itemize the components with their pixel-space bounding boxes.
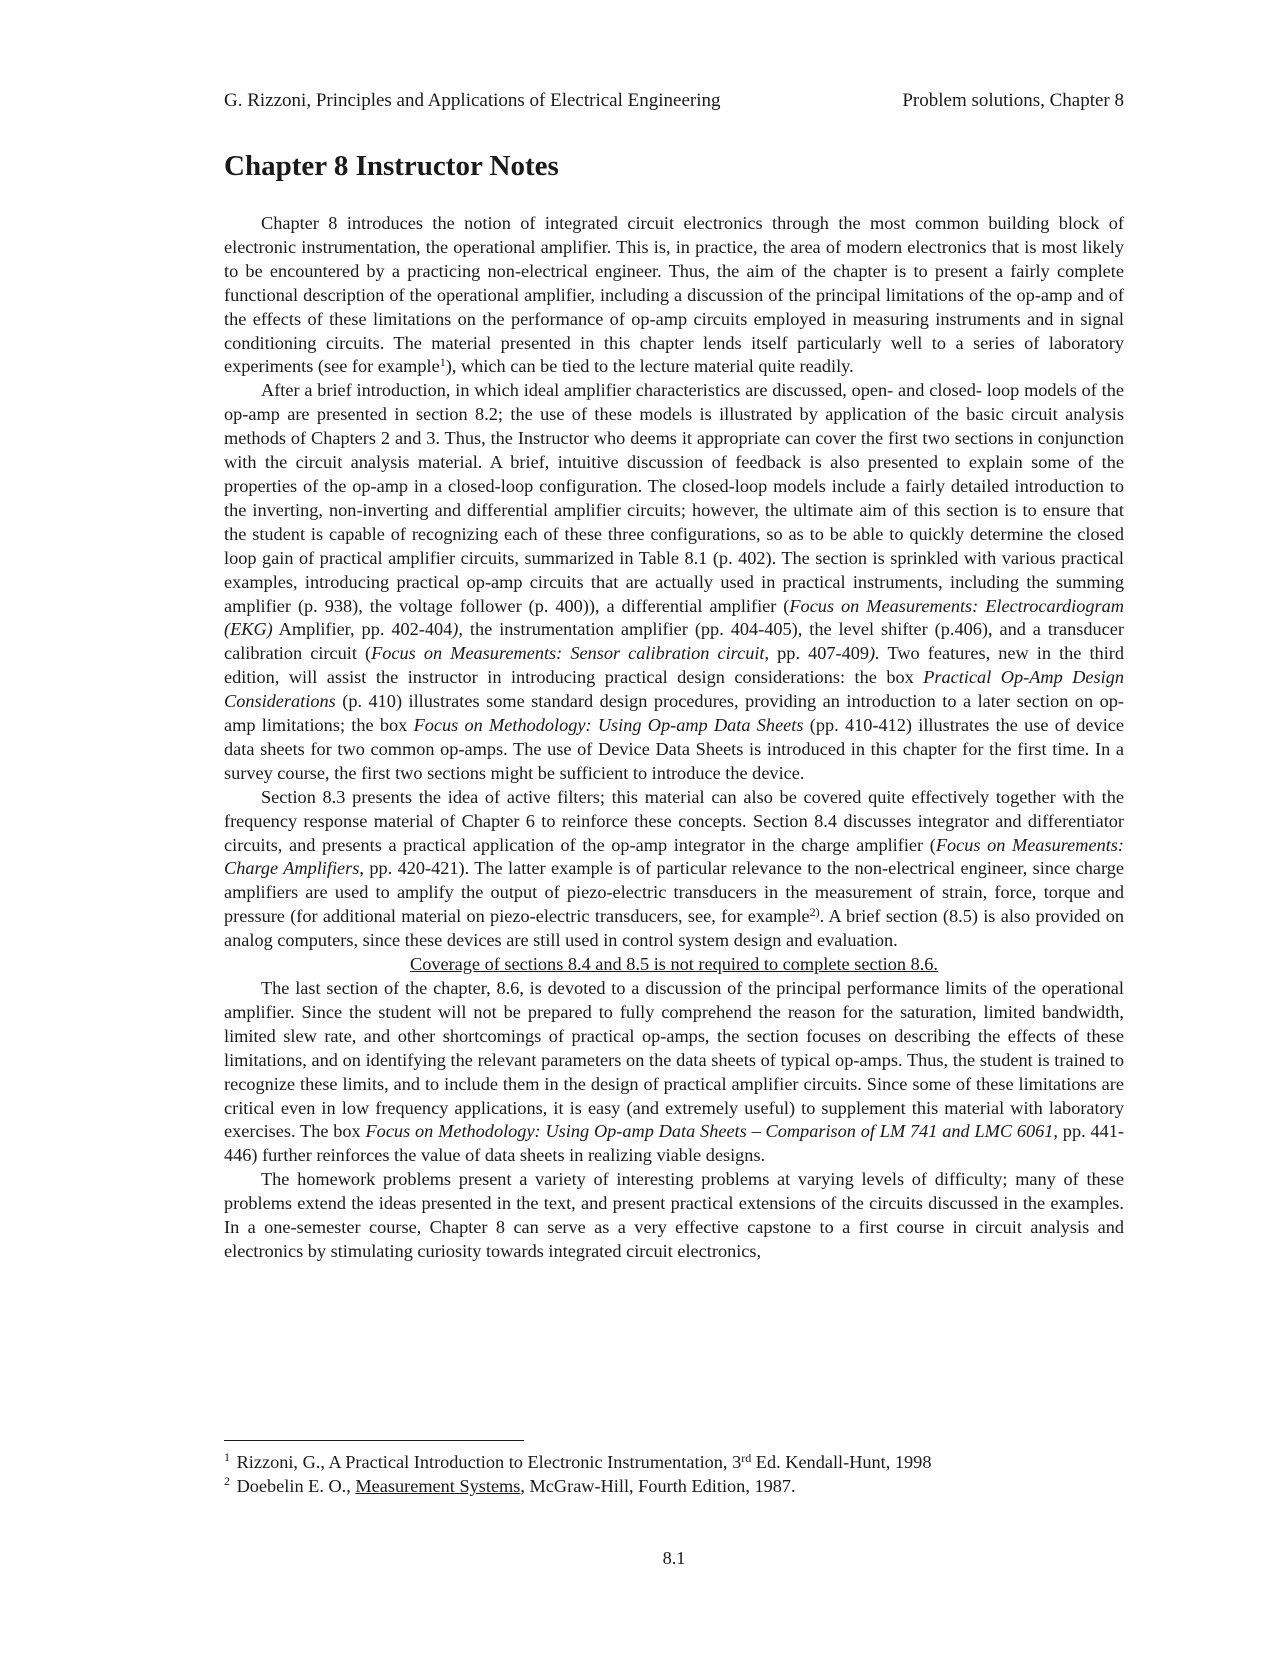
header-section: Problem solutions, Chapter 8 xyxy=(902,90,1124,111)
footnote-2: $^2$ Doebelin E. O., Measurement Systems, McGraw-Hill, Fourth Edition, 1987. xyxy=(224,1474,796,1496)
footnote-1: $^1$ Rizzoni, G., A Practical Introduction to Electronic Instrumentation, 3rd Ed. Kendall-Hunt, 1998 xyxy=(224,1450,932,1472)
running-header xyxy=(224,90,1124,114)
paragraph-2: After a brief introduction, in which ideal amplifier characteristics are discussed, open- and closed- loop models of the op-amp are presented in section 8.2; the use of these models is illustrated by application of the basic circuit analysis methods of Chapters 2 and 3. Thus, the Instructor who deems it appropriate can cover the first two sections in conjunction with the circuit analysis material. A brief, intuitive discussion of feedback is also presented to explain some of the properties of the op-amp in a closed-loop configuration. The closed-loop models include a fairly detailed introduction to the inverting, non-inverting and differential amplifier circuits; however, the ultimate aim of this section is to ensure that the student is capable of recognizing each of these three configurations, so as to be able to quickly determine the closed loop gain of practical amplifier circuits, summarized in Table 8.1 (p. 402). The section is sprinkled with various practical examples, introducing practical op-amp circuits that are actually used in practical instruments, including the summing amplifier (p. 938), the voltage follower (p. 400)), a differential amplifier (Focus on Measurements: Electrocardiogram (EKG) Amplifier, pp. 402-404), the instrumentation amplifier (pp. 404-405), the level shifter (p.406), and a transducer calibration circuit (Focus on Measurements: Sensor calibration circuit, pp. 407-409). Two features, new in the third edition, will assist the instructor in introducing practical design considerations: the box Practical Op-Amp Design Considerations (p. 410) illustrates some standard design procedures, providing an introduction to a later section on op-amp limitations; the box Focus on Methodology: Using Op-amp Data Sheets (pp. 410-412) illustrates the use of device data sheets for two common op-amps. The use of Device Data Sheets is introduced in this chapter for the first time. In a survey course, the first two sections might be sufficient to introduce the device. xyxy=(224,380,1125,783)
header-book-title: G. Rizzoni, Principles and Applications of Electrical Engineering xyxy=(224,90,721,111)
chapter-title: Chapter 8 Instructor Notes xyxy=(224,150,559,182)
paragraph-5: The homework problems present a variety of interesting problems at varying levels of difficulty; many of these problems extend the ideas presented in the text, and present practical extensions of the circuits discussed in the examples. In a one-semester course, Chapter 8 can serve as a very effective capstone to a first course in circuit analysis and electronics by stimulating curiosity towards integrated circuit electronics, xyxy=(224,1169,1124,1261)
page-number: 8.1 xyxy=(662,1548,686,1568)
paragraph-1: Chapter 8 introduces the notion of integrated circuit electronics through the most common building block of electronic instrumentation, the operational amplifier. This is, in practice, the area of modern electronics that is most likely to be encountered by a practicing non-electrical engineer. Thus, the aim of the chapter is to present a fairly complete functional description of the operational amplifier, including a discussion of the principal limitations of the op-amp and of the effects of these limitations on the performance of op-amp circuits employed in measuring instruments and in signal conditioning circuits. The material presented in this chapter lends itself particularly well to a series of laboratory experiments (see for example$^1$), which can be tied to the lecture material quite readily. xyxy=(224,213,1124,377)
paragraph-3: Section 8.3 presents the idea of active filters; this material can also be covered quite effectively together with the frequency response material of Chapter 6 to reinforce these concepts. Section 8.4 discusses integrator and differentiator circuits, and presents a practical application of the op-amp integrator in the charge amplifier (Focus on Measurements: Charge Amplifiers, pp. 420-421). The latter example is of particular relevance to the non-electrical engineer, since charge amplifiers are used to amplify the output of piezo-electric transducers in the measurement of strain, force, torque and pressure (for additional material on piezo-electric transducers, see, for example$^{2)}$. A brief section (8.5) is also provided on analog computers, since these devices are still used in control system design and evaluation. xyxy=(224,786,1125,951)
paragraph-4: The last section of the chapter, 8.6, is devoted to a discussion of the principal performance limits of the operational amplifier. Since the student will not be prepared to fully comprehend the reason for the saturation, limited bandwidth, limited slew rate, and other shortcomings of practical op-amps, the section focuses on describing the effects of these limitations, and on identifying the relevant parameters on the data sheets of typical op-amps. Thus, the student is trained to recognize these limits, and to include them in the design of practical amplifier circuits. Since some of these limitations are critical even in low frequency applications, it is easy (and extremely useful) to supplement this material with laboratory exercises. The box Focus on Methodology: Using Op-amp Data Sheets – Comparison of LM 741 and LMC 6061, pp. 441-446) further reinforces the value of data sheets in realizing viable designs. xyxy=(224,978,1124,1166)
footnotes xyxy=(224,1450,1124,1498)
footnote-ref-2: 2) xyxy=(809,905,820,920)
footnote-ref-1: 1 xyxy=(439,355,446,370)
coverage-note: Coverage of sections 8.4 and 8.5 is not required to complete section 8.6. xyxy=(410,954,938,975)
body-text xyxy=(224,212,1124,1264)
footnote-divider xyxy=(224,1440,524,1441)
